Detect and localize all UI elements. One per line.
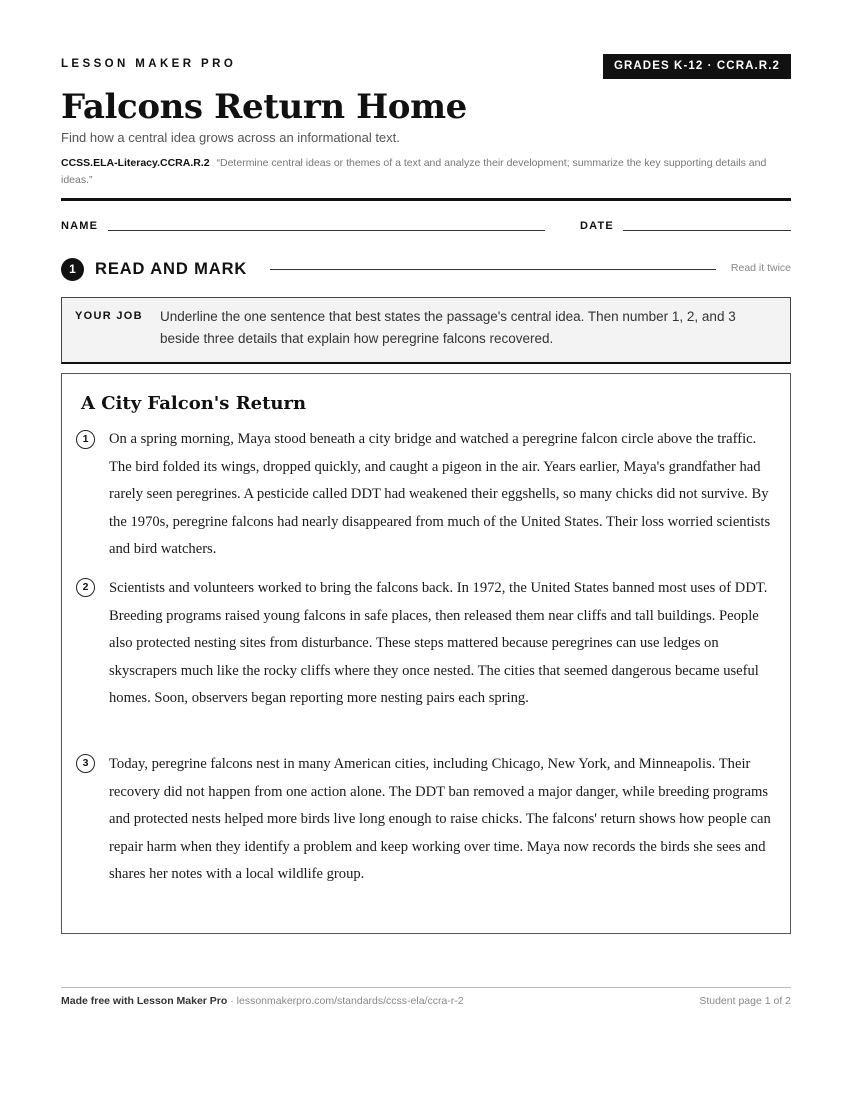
section-header	[61, 257, 791, 281]
passage-paragraph: Scientists and volunteers worked to bring the falcons back. In 1972, the United States banned most uses of DDT. Breeding programs raised young falcons in safe places, then released them near cliffs and tall buildings. People also protected nesting sites from disturbance. These steps mattered because peregrines can use ledges on skyscrapers much like the rocky cliffs where they once nested. The cities that seemed dangerous became useful homes. Soon, observers began reporting more nesting pairs each spring.	[109, 580, 768, 706]
standard-code: CCSS.ELA-Literacy.CCRA.R.2	[61, 157, 210, 169]
brand-name: LESSON MAKER PRO	[61, 58, 237, 70]
page-subtitle: Find how a central idea grows across an informational text.	[61, 130, 400, 145]
paragraph-number-marker: 3	[76, 754, 95, 773]
grade-badge: GRADES K-12 · CCRA.R.2	[603, 54, 791, 79]
date-label: DATE	[580, 220, 614, 232]
step-number-badge: 1	[61, 258, 84, 281]
footer-credit: Made free with Lesson Maker Pro	[61, 995, 228, 1007]
footer-link[interactable]: · lessonmakerpro.com/standards/ccss-ela/ccra-r-2	[227, 995, 464, 1007]
page-title: Falcons Return Home	[61, 87, 467, 127]
name-date-row	[61, 219, 791, 235]
standard-description	[61, 155, 791, 189]
date-field[interactable]	[623, 230, 791, 231]
reading-passage	[61, 373, 791, 934]
passage-paragraph: On a spring morning, Maya stood beneath a city bridge and watched a peregrine falcon circle above the traffic. The bird folded its wings, dropped quickly, and caught a pigeon in the air. Years earlier, Maya's grandfather had rarely seen peregrines. A pesticide called DDT had weakened their eggshells, so many chicks did not survive. By the 1970s, peregrine falcons had nearly disappeared from much of the United States. Their loss worried scientists and bird watchers.	[109, 431, 771, 557]
footer-divider	[61, 987, 791, 988]
header-divider	[61, 198, 791, 201]
page-indicator: Student page 1 of 2	[699, 995, 791, 1007]
section-title: READ AND MARK	[95, 260, 248, 278]
instructions-text: Underline the one sentence that best states the passage's central idea. Then number 1, 2, and 3 beside three details that explain how peregrine falcons recovered.	[160, 309, 736, 346]
section-rule	[270, 269, 716, 270]
passage-paragraph: Today, peregrine falcons nest in many American cities, including Chicago, New York, and Minneapolis. Their recovery did not happen from one action alone. The DDT ban removed a major danger, while breeding programs and protected nests helped more birds live long enough to raise chicks. The falcons' return shows how people can repair harm when they identify a problem and keep working over time. Maya now records the birds she sees and shares her notes with a local wildlife group.	[109, 756, 771, 882]
standard-text: “Determine central ideas or themes of a text and analyze their development; summarize the key supporting details and ideas.”	[61, 157, 767, 186]
name-label: NAME	[61, 220, 99, 232]
page-footer	[61, 995, 791, 1007]
instructions-label: YOUR JOB	[75, 310, 143, 322]
instructions-box	[61, 297, 791, 364]
paragraph-number-marker: 1	[76, 430, 95, 449]
paragraph-number-marker: 2	[76, 578, 95, 597]
section-note: Read it twice	[730, 262, 791, 274]
passage-title: A City Falcon's Return	[81, 393, 307, 414]
name-field[interactable]	[108, 230, 545, 231]
